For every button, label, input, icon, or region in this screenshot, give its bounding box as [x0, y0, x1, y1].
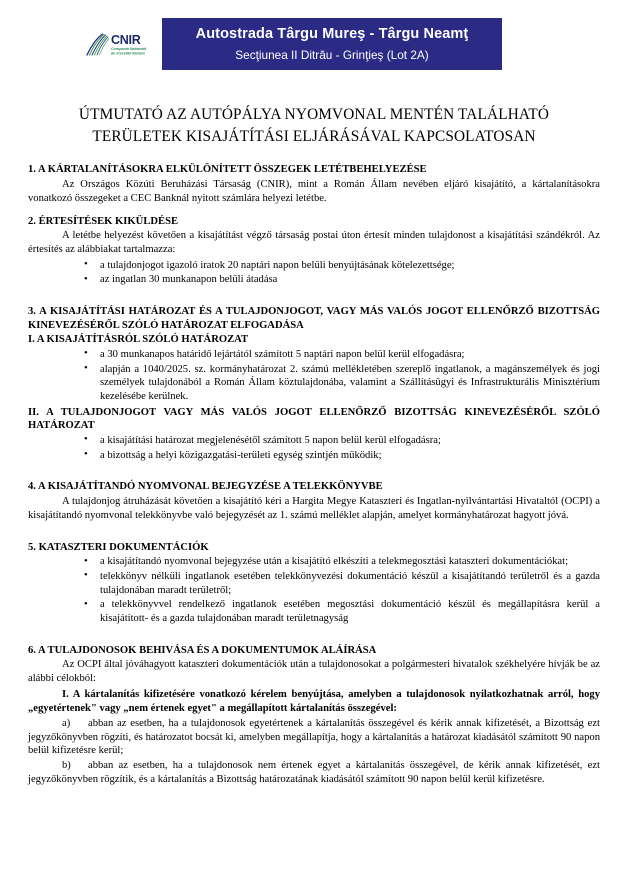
section-3-sub1-heading: I. A KISAJÁTÍTÁSRÓL SZÓLÓ HATÁROZAT [28, 334, 249, 346]
logo-subtitle-line1: Compania Națională [111, 47, 146, 51]
list-item: • telekkönyv nélküli ingatlanok esetében telekkönyvezési dokumentáció készül a kisajátítandó területről és a gazda tulajdonában maradt területről; [84, 570, 600, 598]
section-2-paragraph: A letétbe helyezést követően a kisajátítást végző társaság postai úton értesít minden tulajdonost a kisajátítási szándékról. Az értesítés az alábbiakat tartalmazza: [28, 230, 600, 255]
banner-subtitle: Secţiunea II Ditrău - Grinţieş (Lot 2A) [235, 48, 429, 63]
list-item: • alapján a 1040/2025. sz. kormányhatározat 2. számú mellékletében szereplő ingatlanok, a magánszemélyek és jogi személyek tulajdonából a Román Állam köztulajdonába, valamint a Szállításügyi és Infrastrukturális Minisztérium kezelésébe kerülnek. [84, 363, 600, 404]
spacer [28, 525, 600, 532]
project-banner [162, 18, 502, 70]
section-6-item-a [28, 717, 600, 758]
section-5-heading: 5. KATASZTERI DOKUMENTÁCIÓK [28, 541, 209, 553]
section-4-heading: 4. A KISAJÁTÍTANDÓ NYOMVONAL BEJEGYZÉSE A TELEKKÖNYVBE [28, 481, 383, 493]
section-6-paragraph: Az OCPI által jóváhagyott kataszteri dokumentációk után a tulajdonosokat a polgármesteri hivatalok székhelyére hívják be az alábbi célokból: [28, 659, 600, 685]
section-2-bullet-list [28, 259, 600, 288]
spacer [28, 628, 600, 635]
svg-text:CNIR: CNIR [111, 33, 141, 47]
list-item: • a tulajdonjogot igazoló iratok 20 naptári napon belüli benyújtásának kötelezettsége; [84, 259, 600, 273]
banner-title: Autostrada Târgu Mureş - Târgu Neamţ [195, 26, 469, 42]
section-1-paragraph: Az Országos Közúti Beruházási Társaság (CNIR), mint a Román Állam nevében eljáró kisajátító, a kártalanításokra vonatkozó összegeket a CEC Banknál nyitott számlára helyezi letétbe. [28, 178, 600, 204]
cnir-logo-icon [86, 18, 146, 70]
page-title-line1: ÚTMUTATÓ AZ AUTÓPÁLYA NYOMVONAL MENTÉN TALÁLHATÓ [78, 106, 550, 123]
section-5-bullet-list [28, 555, 600, 626]
list-item: • a telekkönyvvel rendelkező ingatlanok esetében megosztási dokumentáció készül és megállapításra kerül a kisajátított- és a gazda tulajdonában maradt területnagyság [84, 598, 600, 626]
page-title-line2: TERÜLETEK KISAJÁTÍTÁSI ELJÁRÁSÁVAL KAPCSOLATOSAN [92, 127, 536, 145]
section-6-heading: 6. A TULAJDONOSOK BEHIVÁSA ÉS A DOKUMENTUMOK ALÁÍRÁSA [28, 644, 377, 656]
item-a-label: a) [62, 717, 71, 729]
section-3-sub2-heading: II. A TULAJDONJOGOT VAGY MÁS VALÓS JOGOT ELLENŐRZŐ BIZOTTSÁG KINEVEZÉSÉRŐL SZÓLÓ HATÁROZAT [28, 406, 600, 432]
item-a-text: abban az esetben, ha a tulajdonosok egyetértenek a kártalanítás összegével és kérik annak kifizetését, a Bizottság ezt jegyzőkönyvben rögzíti, és határozatot bocsát ki, amelyben megállapítja, hogy a kártalanítás a határozat kiadásától számított 90 napon belül kifizetésre kerül; [28, 717, 600, 757]
page-title [34, 104, 594, 147]
logo-subtitle-line2: de Investiții Rutiere [111, 51, 146, 56]
section-3-heading: 3. A KISAJÁTÍTÁSI HATÁROZAT ÉS A TULAJDONJOGOT, VAGY MÁS VALÓS JOGOT ELLENŐRZŐ BIZOTTSÁG KINEVEZÉSÉRŐL SZÓLÓ HATÁROZAT ELFOGADÁSA [28, 306, 600, 331]
item-b-label: b) [62, 760, 71, 772]
spacer [28, 289, 600, 296]
section-6-item-b [28, 759, 600, 787]
list-item: • a kisajátítandó nyomvonal bejegyzése után a kisajátító elkészíti a telekmegosztási kataszteri dokumentációkat; [84, 555, 600, 569]
section-2-heading: 2. ÉRTESÍTÉSEK KIKÜLDÉSE [28, 215, 179, 227]
section-1-heading: 1. A KÁRTALANÍTÁSOKRA ELKÜLÖNÍTETT ÖSSZEGEK LETÉTBEHELYEZÉSE [28, 164, 427, 176]
section-3-sub2-bullet-list [28, 434, 600, 463]
section-6-item-I: I. A kártalanítás kifizetésére vonatkozó kérelem benyújtása, amelyben a tulajdonosok nyilatkozhatnak arról, hogy „egyetértenek" vagy „nem értenek egyet" a megállapított kártalanítás összegével: [28, 688, 600, 714]
list-item: • a kisajátítási határozat megjelenésétől számított 5 napon belül kerül elfogadásra; [84, 434, 600, 448]
spacer [28, 464, 600, 471]
section-4-paragraph: A tulajdonjog átruházását követően a kisajátító kéri a Hargita Megye Kataszteri és Ingatlan-nyilvántartási Hivataltól (OCPI) a kisajátítandó nyomvonal telekkönyvbe való bejegyzését az 1. számú melléklet alapján, amelyet kormányhatározat hagyott jóvá. [28, 496, 600, 521]
cnir-logo [24, 18, 146, 70]
item-b-text: abban az esetben, ha a tulajdonosok nem értenek egyet a kártalanítás összegével, de kérik annak kifizetését, ezt jegyzőkönyvben rögzítik, és a kártalanítás a Bizottság határozatának kiadásától számított 90 napon belül kerül kifizetésre. [28, 760, 600, 785]
document-body [24, 104, 604, 787]
list-item: • az ingatlan 30 munkanapon belüli átadása [84, 273, 600, 287]
list-item: • a 30 munkanapos határidő lejártától számított 5 naptári napon belül kerül elfogadásra; [84, 348, 600, 362]
document-header [24, 0, 604, 78]
section-3-sub1-bullet-list [28, 348, 600, 404]
list-item: • a bizottság a helyi közigazgatási-területi egység szintjén működik; [84, 449, 600, 463]
